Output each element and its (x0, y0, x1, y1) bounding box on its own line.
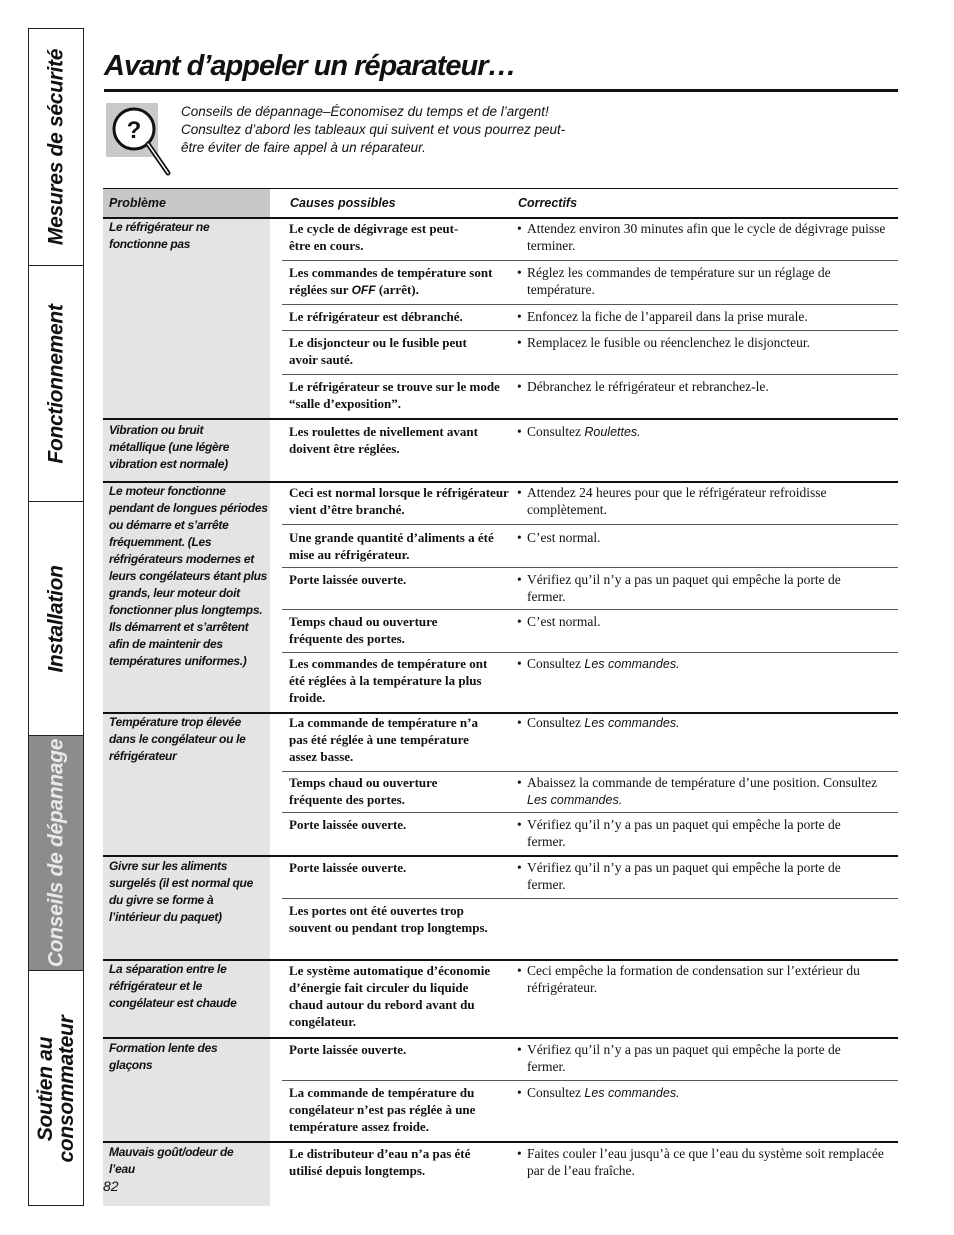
cause-text: Temps chaud ou ouverture fréquente des portes. (289, 775, 438, 807)
cause-text: Le réfrigérateur est débranché. (289, 309, 463, 324)
tab-label: Fonctionnement (44, 303, 68, 464)
tab-conseils-de-depannage[interactable] (29, 736, 83, 971)
row-divider (282, 304, 898, 305)
row-divider (282, 374, 898, 375)
cause-text: La commande de température n’a pas été réglée à une température assez basse. (289, 715, 478, 764)
problem-text: La séparation entre le réfrigérateur et le congélateur est chaude (109, 962, 237, 1010)
bullet: • (517, 715, 522, 730)
bullet: • (517, 485, 522, 500)
cause-emphasis: OFF (351, 283, 376, 297)
cause-text: La commande de température du congélateur n’est pas réglée à une température assez froide. (289, 1085, 476, 1134)
fix-part: C’est normal. (527, 614, 601, 629)
fix-text (517, 714, 892, 732)
bullet: • (517, 309, 522, 324)
fix-emphasis: Les commandes. (527, 793, 623, 807)
fix-text (517, 334, 892, 351)
table-header (103, 188, 898, 217)
fix-part: Consultez (527, 656, 585, 671)
tab-label (35, 1016, 77, 1163)
cause-text: Les portes ont été ouvertes trop souvent ou pendant trop longtemps. (289, 903, 488, 935)
bullet: • (517, 424, 522, 439)
fix-text (517, 308, 892, 325)
cause-text: Le cycle de dégivrage est peut-être en cours. (289, 221, 459, 253)
problem-text: Le réfrigérateur ne fonctionne pas (109, 220, 210, 251)
bullet: • (517, 572, 522, 587)
fix-part: Vérifiez qu’il n’y a pas un paquet qui empêche la porte de fermer. (527, 860, 841, 892)
bullet: • (517, 335, 522, 350)
fix-text (517, 1084, 892, 1102)
fix-part: Vérifiez qu’il n’y a pas un paquet qui empêche la porte de fermer. (527, 817, 841, 849)
fix-part: Remplacez le fusible ou réenclenchez le disjoncteur. (527, 335, 810, 350)
cause-text: Le réfrigérateur se trouve sur le mode “salle d’exposition”. (289, 379, 500, 411)
fix-part: Consultez (527, 715, 585, 730)
group-divider (103, 855, 898, 857)
cause-text: Porte laissée ouverte. (289, 860, 407, 875)
cause-text: Les roulettes de nivellement avant doivent être réglées. (289, 424, 478, 456)
group-divider (103, 1037, 898, 1039)
fix-part: Vérifiez qu’il n’y a pas un paquet qui empêche la porte de fermer. (527, 1042, 841, 1074)
fix-part: Consultez (527, 424, 585, 439)
cause-text: Le système automatique d’économie d’énergie fait circuler du liquide chaud autour du rebord avant du congélateur. (289, 963, 491, 1029)
bullet: • (517, 1085, 522, 1100)
tab-label: Installation (44, 564, 68, 673)
fix-text (517, 859, 862, 893)
fix-text (517, 655, 892, 673)
fix-part: Attendez environ 30 minutes afin que le cycle de dégivrage puisse terminer. (527, 221, 886, 253)
fix-part: Débranchez le réfrigérateur et rebranchez-le. (527, 379, 769, 394)
fix-part: Vérifiez qu’il n’y a pas un paquet qui empêche la porte de fermer. (527, 572, 841, 604)
row-divider (282, 609, 898, 610)
cause-text: Le distributeur d’eau n’a pas été utilisé depuis longtemps. (289, 1146, 471, 1178)
bullet: • (517, 860, 522, 875)
fix-text (517, 962, 862, 996)
tab-label: Conseils de dépannage (44, 738, 68, 968)
tab-label-line: Soutien au (34, 1036, 57, 1142)
intro-line: Conseils de dépannage–Économisez du temps et de l’argent! (181, 104, 549, 119)
fix-emphasis: Les commandes. (584, 716, 680, 730)
page-title: Avant d’appeler un réparateur… (104, 50, 516, 82)
fix-part: Consultez (527, 1085, 585, 1100)
bullet: • (517, 614, 522, 629)
tab-label: Mesures de sécurité (44, 48, 68, 246)
intro-line: être éviter de faire appel à un réparateur. (181, 140, 426, 155)
cause-text: Les commandes de température ont été réglées à la température la plus froide. (289, 656, 488, 705)
row-divider (282, 771, 898, 772)
fix-part: Faites couler l’eau jusqu’à ce que l’eau du système soit remplacée par de l’eau fraîche. (527, 1146, 884, 1178)
bullet: • (517, 1042, 522, 1057)
page-number: 82 (103, 1178, 119, 1194)
fix-part: Abaissez la commande de température d’une position. Consultez (527, 775, 878, 790)
cause-text: Porte laissée ouverte. (289, 572, 407, 587)
fix-text (517, 1145, 892, 1179)
fix-part: Attendez 24 heures pour que le réfrigérateur refroidisse complètement. (527, 485, 827, 517)
group-divider (103, 1141, 898, 1143)
tab-label-line: consommateur (55, 1015, 78, 1163)
row-divider (282, 567, 898, 568)
fix-text (517, 571, 847, 605)
tab-fonctionnement[interactable] (29, 266, 83, 502)
fix-text (517, 423, 892, 441)
problem-text: Vibration ou bruit métallique (une légère vibration est normale) (109, 423, 230, 471)
bullet: • (517, 656, 522, 671)
fix-part: Enfoncez la fiche de l’appareil dans la prise murale. (527, 309, 808, 324)
fix-emphasis: Les commandes. (584, 1086, 680, 1100)
row-divider (282, 524, 898, 525)
row-divider (282, 652, 898, 653)
intro-text (181, 103, 565, 157)
row-divider (282, 812, 898, 813)
cause-text: Porte laissée ouverte. (289, 1042, 407, 1057)
header-problem: Problème (109, 196, 166, 210)
svg-text:?: ? (126, 117, 142, 144)
cause-text: Ceci est normal lorsque le réfrigérateur vient d’être branché. (289, 485, 509, 517)
cause-part: Les commandes de température sont réglées sur (289, 265, 493, 297)
problem-text: Formation lente des glaçons (109, 1041, 218, 1072)
fix-text (517, 484, 892, 518)
row-divider (282, 330, 898, 331)
bullet: • (517, 1146, 522, 1161)
fix-text (517, 264, 892, 298)
fix-text (517, 529, 892, 546)
bullet: • (517, 963, 522, 978)
tab-soutien-au-consommateur[interactable] (29, 971, 83, 1207)
row-divider (282, 260, 898, 261)
fix-text (517, 613, 892, 630)
fix-part: Réglez les commandes de température sur un réglage de température. (527, 265, 831, 297)
bullet: • (517, 265, 522, 280)
tab-installation[interactable] (29, 502, 83, 736)
header-fixes: Correctifs (518, 196, 578, 210)
fix-part: C’est normal. (527, 530, 601, 545)
group-divider (103, 418, 898, 420)
problem-text: Le moteur fonctionne pendant de longues périodes ou démarre et s’arrête fréquemment. (Les réfrigérateurs modernes et leurs congélateurs étant plus grands, leur moteur doit fonctionner plus longtemps. Ils démarrent et s’arrêtent afin de maintenir des températures uniformes.) (109, 484, 268, 668)
question-magnifier-icon (106, 103, 158, 157)
cause-text: Une grande quantité d’aliments a été mise au réfrigérateur. (289, 530, 494, 562)
fix-emphasis: Les commandes. (584, 657, 680, 671)
row-divider (282, 898, 898, 899)
bullet: • (517, 221, 522, 236)
bullet: • (517, 775, 522, 790)
title-rule (104, 89, 898, 92)
cause-text: Le disjoncteur ou le fusible peut avoir sauté. (289, 335, 467, 367)
cause-text (289, 264, 511, 299)
tab-mesures-de-securite[interactable] (29, 29, 83, 266)
fix-text (517, 220, 892, 254)
fix-text (517, 1041, 877, 1075)
fix-text (517, 816, 862, 850)
bullet: • (517, 530, 522, 545)
bullet: • (517, 379, 522, 394)
cause-part: (arrêt). (375, 282, 419, 297)
bullet: • (517, 817, 522, 832)
cause-text: Porte laissée ouverte. (289, 817, 407, 832)
fix-text (517, 774, 892, 809)
side-tabs (28, 28, 84, 1206)
problem-text: Mauvais goût/odeur de l’eau (109, 1145, 234, 1176)
header-causes: Causes possibles (290, 196, 396, 210)
problem-text: Givre sur les aliments surgelés (il est normal que du givre se forme à l’intérieur du paquet) (109, 859, 253, 924)
row-divider (282, 1080, 898, 1081)
cause-text: Temps chaud ou ouverture fréquente des portes. (289, 614, 438, 646)
intro-line: Consultez d’abord les tableaux qui suivent et vous pourrez peut- (181, 122, 566, 137)
fix-text (517, 378, 892, 395)
fix-emphasis: Roulettes. (584, 425, 641, 439)
fix-part: Ceci empêche la formation de condensation sur l’extérieur du réfrigérateur. (527, 963, 860, 995)
problem-text: Température trop élevée dans le congélateur ou le réfrigérateur (109, 715, 246, 763)
